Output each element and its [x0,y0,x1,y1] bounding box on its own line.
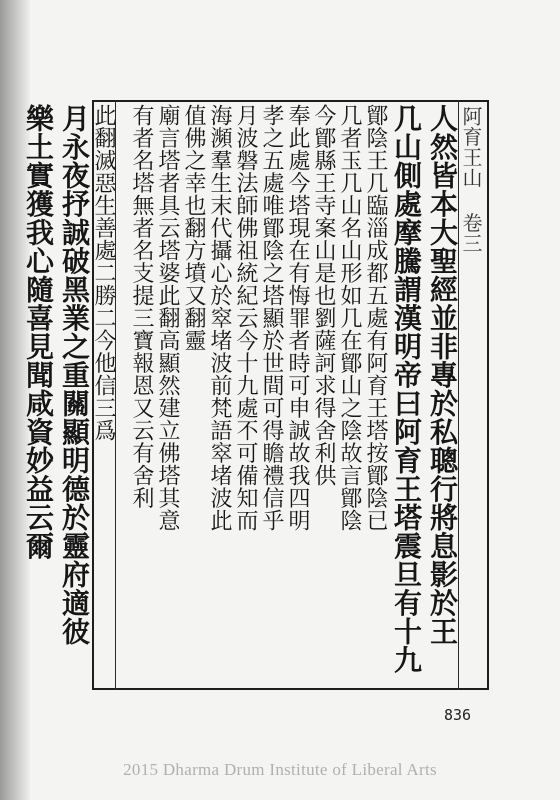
text-column-4: 几者玉几山名山形如几在鄮山之陰故言鄮陰 [337,104,362,532]
running-head: 阿育王山 卷三 [459,106,483,254]
text-column-1: 人然皆本大聖經並非專於私聰行將息影於王 [426,104,459,646]
text-column-2: 几山側處摩騰謂漢明帝曰阿育王塔震旦有十九 [390,104,423,674]
text-column-10: 值佛之幸也翻方墳又翻靈 [181,104,206,352]
page-number: 836 [444,706,472,724]
text-column-15: 樂土實獲我心隨喜見聞咸資妙益云爾 [22,104,55,560]
text-column-11: 廟言塔者具云塔婆此翻高顯然建立佛塔其意 [155,104,180,532]
text-column-3: 鄮陰王几臨淄成都五處有阿育王塔按鄮陰已 [363,104,388,532]
text-column-7: 孝之五處唯鄮陰之塔顯於世間可得瞻禮信乎 [259,104,284,532]
text-column-5: 今鄮縣王寺案山是也劉薩訶求得舍利供 [311,104,336,487]
watermark: 2015 Dharma Drum Institute of Liberal Arts [123,760,437,779]
text-column-14: 月永夜抒誠破黑業之重關顯明德於靈府適彼 [58,104,91,646]
text-column-12: 有者名塔無者名支提三寶報恩又云有舍利 [129,104,154,509]
text-column-8: 月波磐法師佛祖統紀云今十九處不可備知而 [233,104,258,532]
text-column-13: 此翻滅惡生善處二勝二今他信三爲 [91,104,116,442]
text-column-9: 海瀕羣生末代攝心於窣堵波前梵語窣堵波此 [207,104,232,532]
text-column-6: 奉此處今塔現在有悔罪者時可申誠故我四明 [285,104,310,532]
